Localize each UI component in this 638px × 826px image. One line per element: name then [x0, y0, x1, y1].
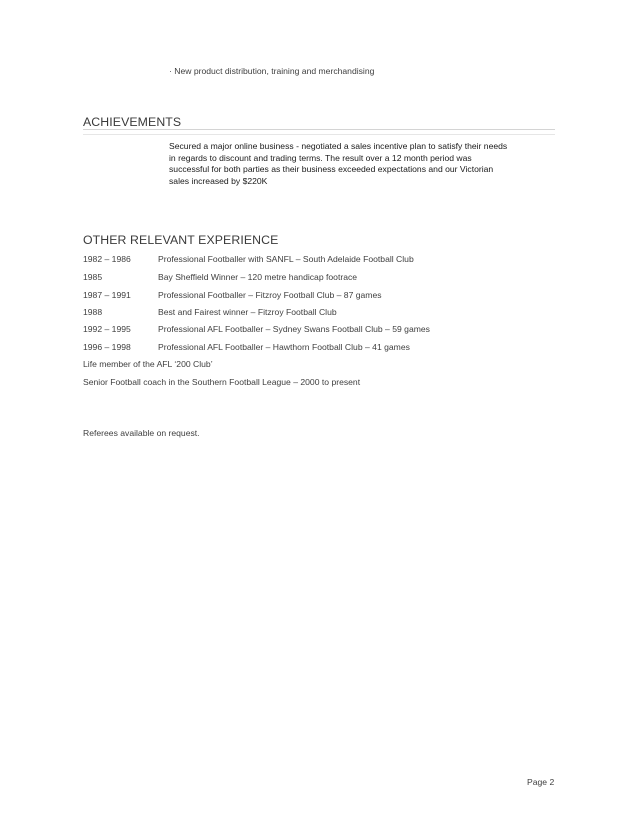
experience-years: 1988 [83, 307, 103, 317]
achievements-divider [83, 129, 555, 135]
distribution-bullet: · New product distribution, training and merchandising [169, 66, 375, 76]
experience-description: Professional Footballer – Fitzroy Football Club – 87 games [158, 290, 382, 300]
experience-years: 1987 – 1991 [83, 290, 131, 300]
afl-membership-note: Life member of the AFL ‘200 Club’ [83, 359, 213, 369]
achievement-line: successful for both parties as their business exceeded expectations and our Victorian [169, 164, 494, 175]
experience-description: Best and Fairest winner – Fitzroy Football Club [158, 307, 337, 317]
referees-note: Referees available on request. [83, 428, 200, 438]
experience-years: 1985 [83, 272, 103, 282]
experience-years: 1996 – 1998 [83, 342, 131, 352]
experience-description: Bay Sheffield Winner – 120 metre handicap footrace [158, 272, 358, 282]
experience-description: Professional AFL Footballer – Sydney Swans Football Club – 59 games [158, 324, 430, 334]
achievement-line: sales increased by $220K [169, 175, 268, 186]
experience-description: Professional AFL Footballer – Hawthorn Football Club – 41 games [158, 342, 410, 352]
achievements-paragraph [169, 141, 549, 187]
experience-years: 1992 – 1995 [83, 324, 131, 334]
experience-years: 1982 – 1986 [83, 254, 131, 264]
experience-description: Professional Footballer with SANFL – South Adelaide Football Club [158, 254, 414, 264]
page-number: Page 2 [527, 777, 555, 787]
achievement-line: Secured a major online business - negotiated a sales incentive plan to satisfy their needs [169, 141, 508, 151]
coaching-note: Senior Football coach in the Southern Football League – 2000 to present [83, 377, 361, 387]
other-experience-heading: OTHER RELEVANT EXPERIENCE [83, 233, 279, 247]
achievements-heading: ACHIEVEMENTS [83, 115, 182, 129]
achievement-line: in regards to discount and trading terms. The result over a 12 month period was [169, 152, 472, 163]
